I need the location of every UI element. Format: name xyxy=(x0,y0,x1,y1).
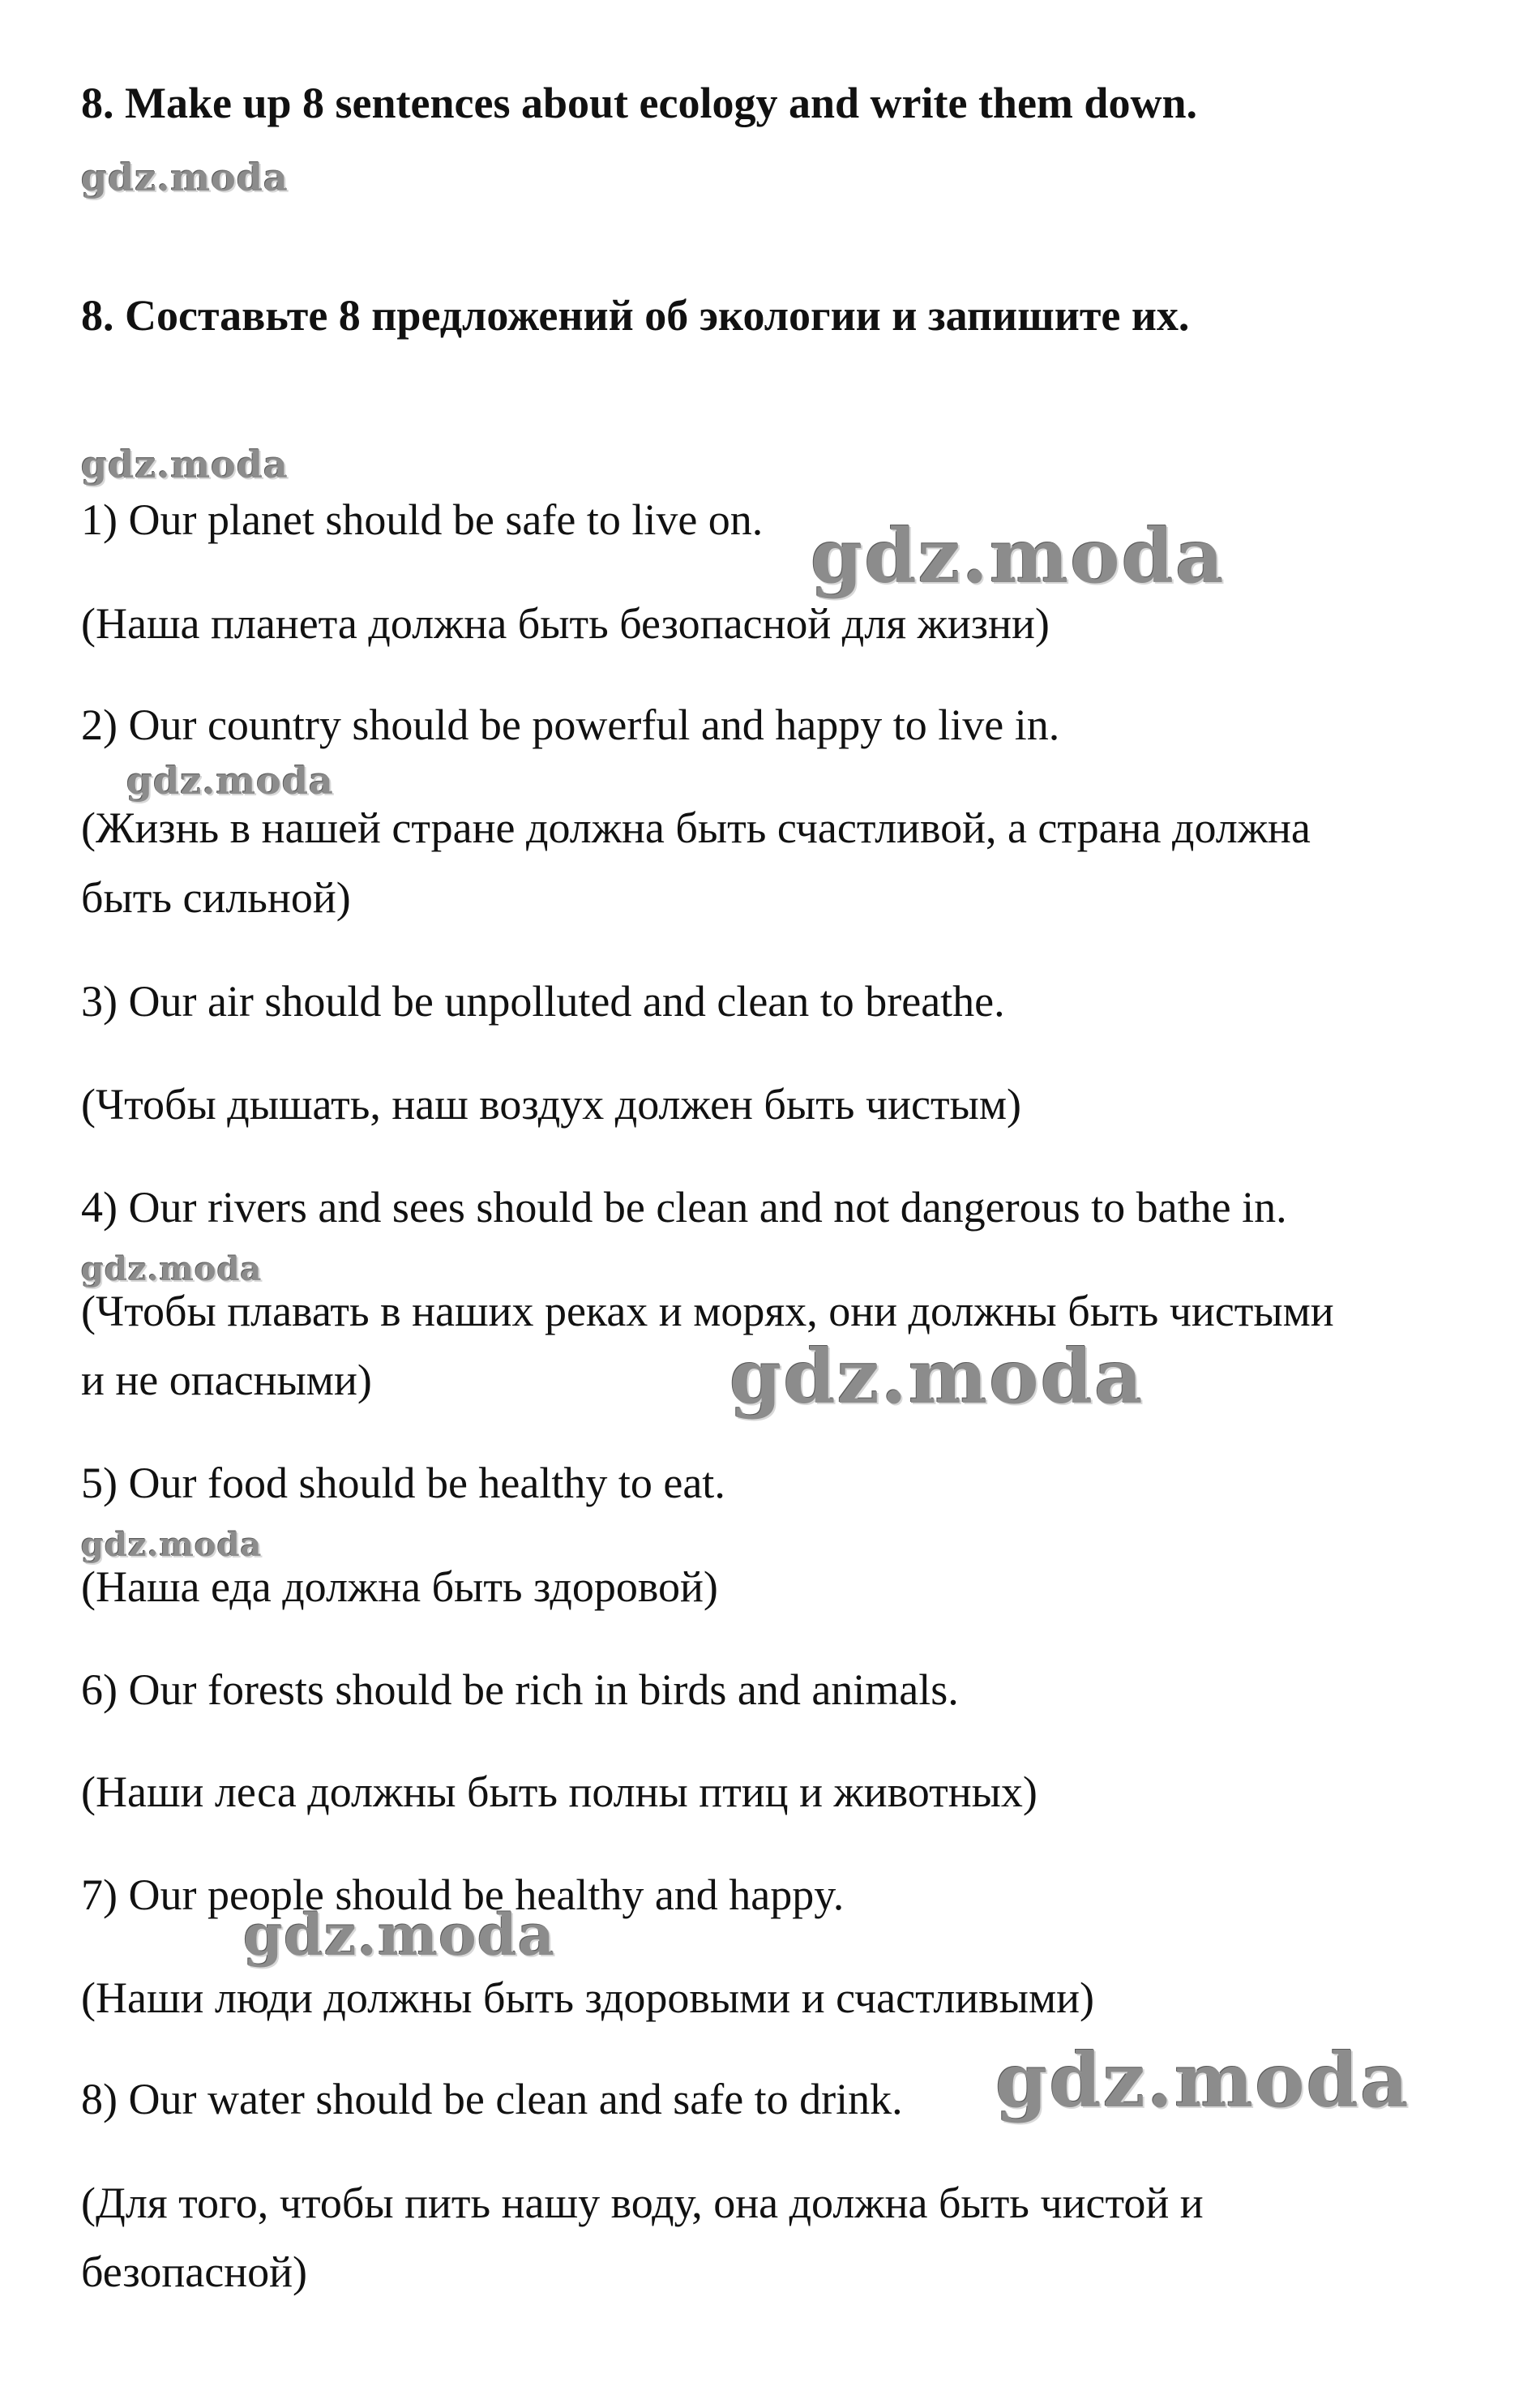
answer-1-ru: (Наша планета должна быть безопасной для жизни) xyxy=(81,599,1050,648)
answer-5-en: 5) Our food should be healthy to eat. xyxy=(81,1459,725,1507)
answer-3-en: 3) Our air should be unpolluted and clean to breathe. xyxy=(81,977,1005,1026)
answer-8-en: 8) Our water should be clean and safe to drink. xyxy=(81,2075,903,2123)
watermark-logo: gdz.moda xyxy=(811,512,1226,600)
answer-8-ru-line-1: (Для того, чтобы пить нашу воду, она должна быть чистой и xyxy=(81,2179,1204,2227)
answer-3-ru: (Чтобы дышать, наш воздух должен быть чистым) xyxy=(81,1080,1021,1129)
watermark-logo: gdz.moda xyxy=(126,759,334,803)
answer-4-en: 4) Our rivers and sees should be clean and not dangerous to bathe in. xyxy=(81,1183,1287,1232)
answer-2-ru-line-1: (Жизнь в нашей стране должна быть счастливой, а страна должна xyxy=(81,803,1311,852)
watermark-logo: gdz.moda xyxy=(81,1250,263,1288)
answer-1-en: 1) Our planet should be safe to live on. xyxy=(81,495,764,544)
watermark-logo: gdz.moda xyxy=(729,1333,1145,1420)
answer-7-en: 7) Our people should be healthy and happy. xyxy=(81,1870,845,1919)
watermark-logo: gdz.moda xyxy=(81,1526,263,1564)
answer-4-ru-line-1: (Чтобы плавать в наших реках и морях, они должны быть чистыми xyxy=(81,1287,1334,1335)
answer-8-ru-line-2: безопасной) xyxy=(81,2247,308,2296)
task-title-ru: 8. Составьте 8 предложений об экологии и запишите их. xyxy=(81,291,1190,340)
answer-5-ru: (Наша еда должна быть здоровой) xyxy=(81,1562,718,1611)
watermark-logo: gdz.moda xyxy=(995,2037,1410,2124)
answer-7-ru: (Наши люди должны быть здоровыми и счастливыми) xyxy=(81,1973,1095,2022)
task-title-en: 8. Make up 8 sentences about ecology and write them down. xyxy=(81,79,1197,127)
watermark-logo: gdz.moda xyxy=(81,443,289,486)
watermark-logo: gdz.moda xyxy=(81,156,289,199)
answer-2-ru-line-2: быть сильной) xyxy=(81,873,351,922)
answer-2-en: 2) Our country should be powerful and happy to live in. xyxy=(81,701,1060,749)
answer-6-ru: (Наши леса должны быть полны птиц и животных) xyxy=(81,1767,1038,1816)
watermark-logo: gdz.moda xyxy=(243,1901,556,1969)
answer-4-ru-line-2: и не опасными) xyxy=(81,1356,372,1404)
answer-6-en: 6) Our forests should be rich in birds and animals. xyxy=(81,1665,959,1714)
